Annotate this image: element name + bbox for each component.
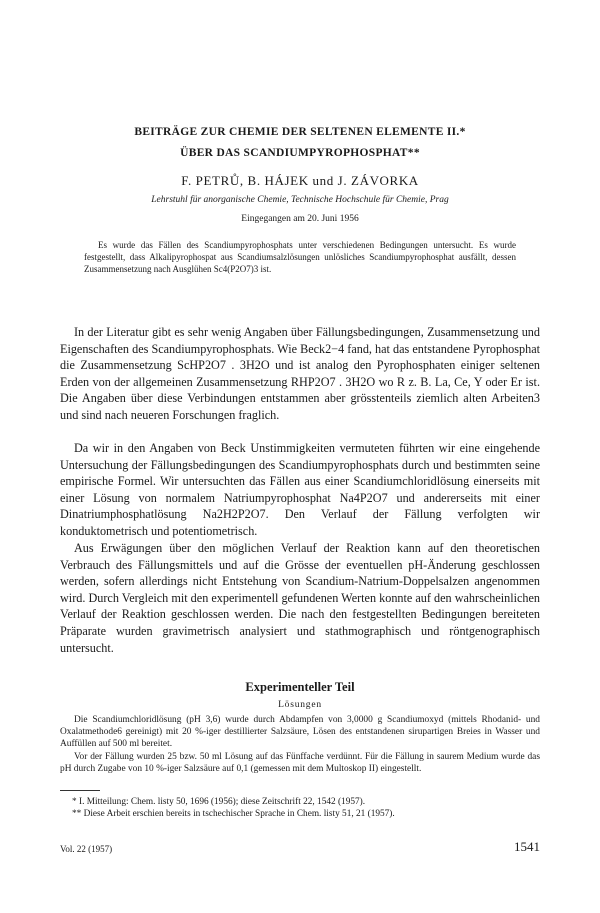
authors: F. PETRŮ, B. HÁJEK und J. ZÁVORKA [181, 173, 419, 188]
body-paragraph-2: Da wir in den Angaben von Beck Unstimmigkeiten vermuteten führten wir eine eingehende Untersuchung der Fällungsbedingungen des Scandiumpyrophosphats durch und bestimmten seine empirische Formel. Wir untersuchten das Fällen aus einer Scandiumchloridlösung einerseits mit einer Lösung von normalem Natriumpyrophosphat Na4P2O7 und andererseits mit einer Dinatriumphosphatlösung Na2H2P2O7. Den Verlauf der Fällung verfolgten wir konduktometrisch und potentiometrisch. [60, 441, 540, 538]
page-number: 1541 [514, 839, 540, 854]
article-title-line-2: ÜBER DAS SCANDIUMPYROPHOSPHAT** [180, 147, 420, 159]
affiliation: Lehrstuhl für anorganische Chemie, Technische Hochschule für Chemie, Prag [151, 195, 449, 205]
article-title-line-1: BEITRÄGE ZUR CHEMIE DER SELTENEN ELEMENTE II.* [134, 126, 466, 138]
received-date: Eingegangen am 20. Juni 1956 [241, 214, 359, 224]
subsection-heading: Lösungen [278, 700, 322, 710]
footnote-divider [60, 790, 100, 791]
volume-label: Vol. 22 (1957) [60, 844, 113, 854]
body-paragraph-3: Aus Erwägungen über den möglichen Verlauf der Reaktion kann auf den theoretischen Verbrauch des Fällungsmittels und auf die Grösse der eventuellen pH-Änderung geschlossen werden, sofern allerdings nicht Entstehung von Scandium-Natrium-Doppelsalzen angenommen wird. Durch Vergleich mit den experimentell gefundenen Werten konnte auf den wahrscheinlichen Verlauf der Reaktion geschlossen werden. Die nach den festgestellten Bedingungen bereiteten Präparate wurden gravimetrisch analysiert und stathmographisch und röntgenographisch untersucht. [60, 541, 540, 655]
body-paragraph-1: In der Literatur gibt es sehr wenig Angaben über Fällungsbedingungen, Zusammensetzung und Eigenschaften des Scandiumpyrophosphats. Wie Beck2−4 fand, hat das entstandene Pyrophosphat die Zusammensetzung ScHP2O7 . 3H2O und ist analog den Pyrophosphaten einiger seltenen Erden von der allgemeinen Zusammensetzung RHP2O7 . 3H2O wo R z. B. La, Ce, Y oder Er ist. Die Angaben über diese Verbindungen entstammen aber grösstenteils ziemlich alten Arbeiten3 und sind nach neueren Forschungen fraglich. [60, 325, 540, 422]
experimental-paragraph-1: Die Scandiumchloridlösung (pH 3,6) wurde durch Abdampfen von 3,0000 g Scandiumoxyd (mittels Rhodanid- und Oxalatmethode6 gereinigt) mit 20 %-iger destillierter Salzsäure, Lösen des entstandenen sirupartigen Breies in Wasser und Auffüllen auf 500 ml bereitet. [60, 715, 540, 750]
footnote-2: ** Diese Arbeit erschien bereits in tschechischer Sprache in Chem. listy 51, 21 (1957). [72, 809, 395, 819]
abstract: Es wurde das Fällen des Scandiumpyrophosphats unter verschiedenen Bedingungen untersucht. Es wurde festgestellt, dass Alkalipyrophospat aus Scandiumsalzlösungen unlösliches Scandiumpyrophosphat ausfällt, dessen Zusammensetzung nach Ausglühen Sc4(P2O7)3 ist. [84, 240, 516, 274]
footnote-1: * I. Mitteilung: Chem. listy 50, 1696 (1956); diese Zeitschrift 22, 1542 (1957). [72, 797, 366, 807]
section-heading: Experimenteller Teil [245, 680, 355, 694]
experimental-paragraph-2: Vor der Fällung wurden 25 bzw. 50 ml Lösung auf das Fünffache verdünnt. Für die Fällung in saurem Medium wurde das pH durch Zugabe von 10 %-iger Salzsäure auf 0,1 (gemessen mit dem Multoskop II) eingestellt. [60, 752, 540, 775]
